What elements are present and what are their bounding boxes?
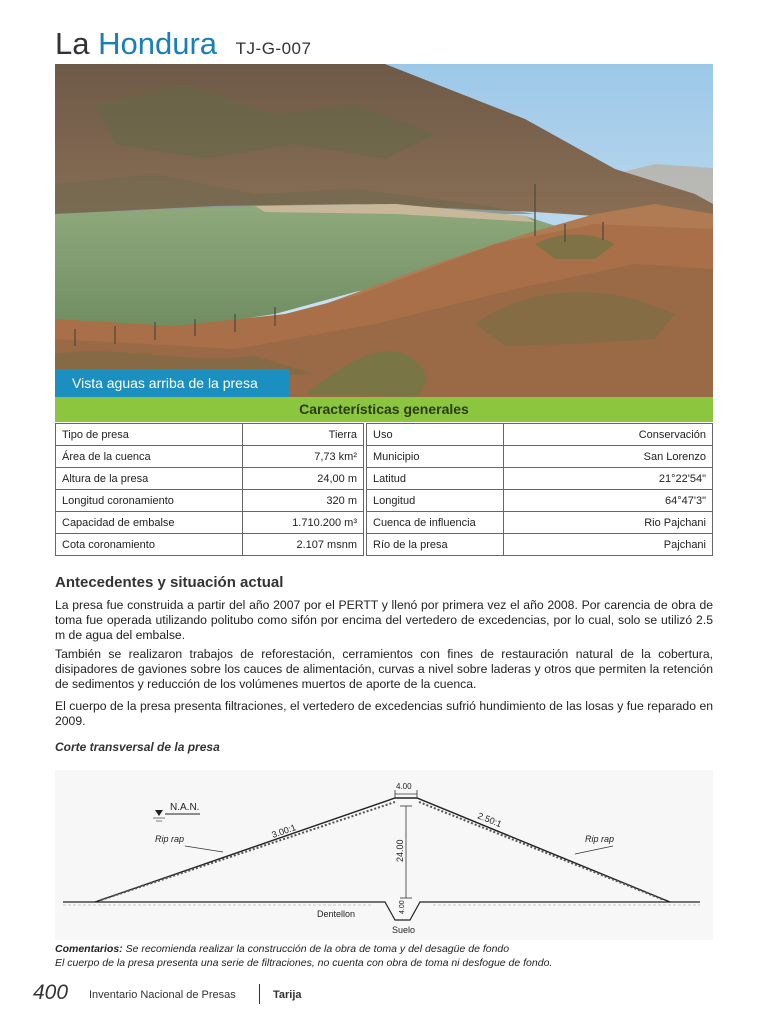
- page-title: [55, 24, 311, 69]
- row-value: Tierra: [243, 424, 364, 446]
- table-row: [56, 468, 713, 490]
- comments-line-1: [55, 943, 715, 957]
- row-value: Rio Pajchani: [504, 512, 713, 534]
- dam-code: TJ-G-007: [235, 39, 312, 58]
- section-title: Antecedentes y situación actual: [55, 574, 284, 591]
- cutoff-label: Dentellon: [317, 909, 356, 919]
- row-label: Altura de la presa: [56, 468, 243, 490]
- row-label: Tipo de presa: [56, 424, 243, 446]
- characteristics-table: [55, 423, 713, 556]
- comments-text-2: El cuerpo de la presa presenta una serie de filtraciones, no cuenta con obra de toma ni desfogue de fondo.: [55, 956, 553, 969]
- row-value: 24,00 m: [243, 468, 364, 490]
- page-number: 400: [33, 981, 69, 1004]
- table-row: [56, 512, 713, 534]
- region-name: Tarija: [273, 989, 302, 1001]
- footer-divider: [259, 984, 260, 1004]
- row-value: 21°22'54": [504, 468, 713, 490]
- row-label: Uso: [367, 424, 504, 446]
- characteristics-heading: Características generales: [55, 397, 713, 422]
- photo-caption: Vista aguas arriba de la presa: [55, 369, 289, 397]
- comments-block: [55, 943, 715, 970]
- row-label: Municipio: [367, 446, 504, 468]
- paragraph-3: El cuerpo de la presa presenta filtraciones, el vertedero de excedencias sufrió hundimiento de las losas y fue reparado en 2009.: [55, 699, 713, 728]
- comments-text-1: Se recomienda realizar la construcción de la obra de toma y del desagüe de fondo: [125, 943, 510, 955]
- cutoff-depth-label: 4.00: [399, 900, 406, 914]
- table-row: [56, 490, 713, 512]
- crest-width-label: 4.00: [396, 782, 412, 791]
- table-row: [56, 446, 713, 468]
- row-label: Río de la presa: [367, 534, 504, 556]
- paragraph-2: También se realizaron trabajos de reforestación, cerramientos con fines de restauración natural de la cobertura, disipadores de gaviones sobre los cauces de alimentación, curvas a nivel sobre laderas y otros que permiten la retención de sedimentos y reducción de los volúmenes muertos de aporte de la cuenca.: [55, 647, 713, 691]
- riprap-left-label: Rip rap: [155, 834, 185, 844]
- row-value: 2.107 msnm: [243, 534, 364, 556]
- row-label: Cota coronamiento: [56, 534, 243, 556]
- soil-label: Suelo: [392, 925, 416, 935]
- title-la: La: [55, 26, 90, 61]
- row-label: Área de la cuenca: [56, 446, 243, 468]
- row-value: 64°47'3": [504, 490, 713, 512]
- riprap-right-label: Rip rap: [585, 834, 615, 844]
- row-value: 320 m: [243, 490, 364, 512]
- table-row: [56, 534, 713, 556]
- comments-label: Comentarios:: [55, 943, 123, 955]
- nan-label: N.A.N.: [170, 802, 200, 813]
- paragraph-1: La presa fue construida a partir del año 2007 por el PERTT y llenó por primera vez el año 2008. Por carencia de obra de toma fue operada utilizando politubo como sifón por encima del vertedero de excedencias, por lo cual, solo se utilizó 2.5 m de agua del embalse.: [55, 598, 713, 642]
- row-label: Latitud: [367, 468, 504, 490]
- row-value: San Lorenzo: [504, 446, 713, 468]
- slope-left-label: 3.00:1: [270, 822, 298, 840]
- reservoir-photo: [55, 64, 713, 397]
- row-label: Cuenca de influencia: [367, 512, 504, 534]
- dam-cross-section: [55, 770, 713, 940]
- row-label: Longitud coronamiento: [56, 490, 243, 512]
- row-label: Longitud: [367, 490, 504, 512]
- cross-section-title: Corte transversal de la presa: [55, 740, 220, 754]
- height-label: 24.00: [395, 839, 405, 862]
- row-value: Pajchani: [504, 534, 713, 556]
- row-value: 1.710.200 m³: [243, 512, 364, 534]
- publication-name: Inventario Nacional de Presas: [89, 989, 236, 1001]
- row-value: Conservación: [504, 424, 713, 446]
- title-hondura: Hondura: [98, 26, 218, 61]
- table-row: [56, 424, 713, 446]
- row-label: Capacidad de embalse: [56, 512, 243, 534]
- row-value: 7,73 km²: [243, 446, 364, 468]
- slope-right-label: 2.50:1: [476, 810, 504, 830]
